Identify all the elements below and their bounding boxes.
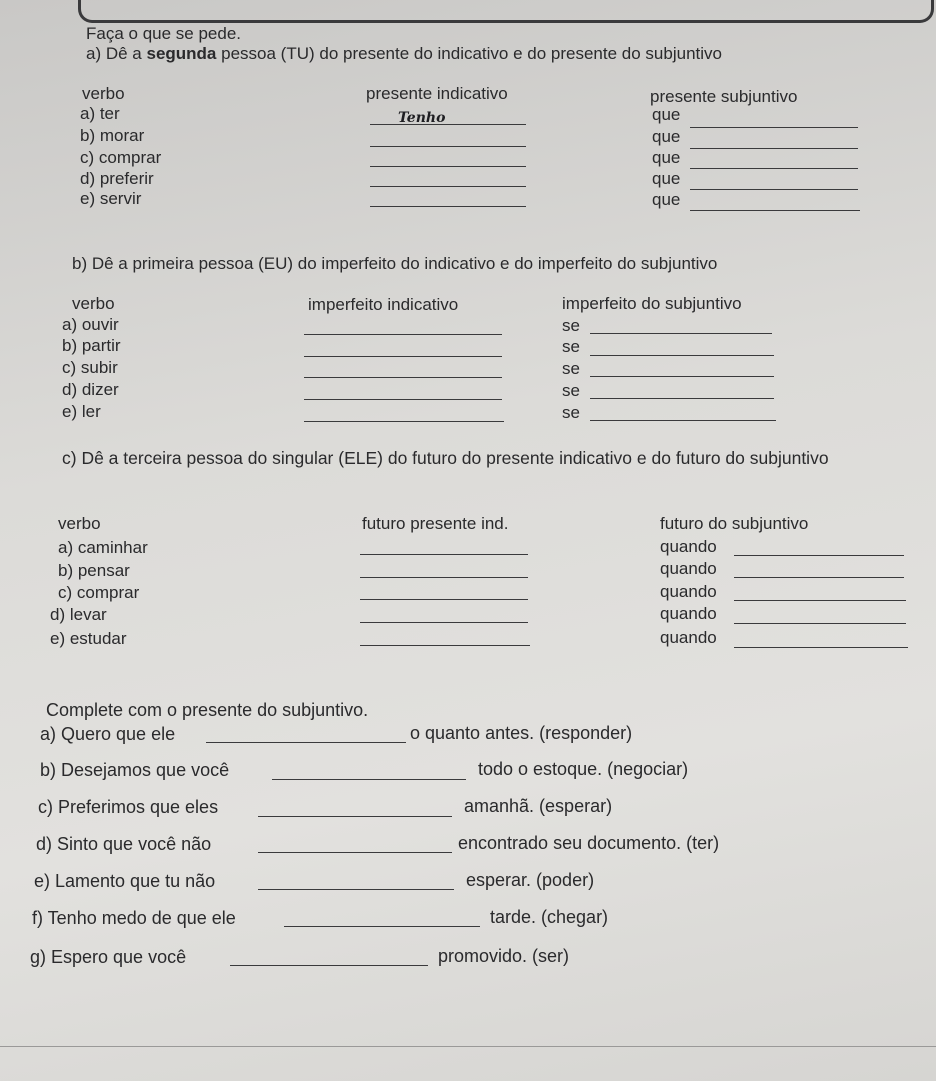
header-box bbox=[78, 0, 934, 23]
sentence-blank[interactable] bbox=[258, 816, 452, 817]
part-c-connector: quando bbox=[660, 604, 717, 623]
part-b-subjunctive-blank[interactable] bbox=[590, 398, 774, 399]
part-b-connector: se bbox=[562, 381, 580, 400]
part-a-verb: e) servir bbox=[80, 189, 142, 208]
part-b-subjunctive-blank[interactable] bbox=[590, 376, 774, 377]
part-c-subjunctive-blank[interactable] bbox=[734, 623, 906, 624]
part-b-verb: c) subir bbox=[62, 358, 118, 377]
sentence-prefix: d) Sinto que você não bbox=[36, 834, 212, 854]
part-a-indicative-blank[interactable] bbox=[370, 186, 526, 187]
part-b-subjunctive-blank[interactable] bbox=[590, 355, 774, 356]
part-a-prompt bbox=[86, 44, 722, 64]
part-a-connector: que bbox=[652, 148, 681, 167]
part-b-header-indicative: imperfeito indicativo bbox=[308, 295, 459, 314]
sentence-prefix: b) Desejamos que você bbox=[40, 760, 230, 780]
part-c-subjunctive-blank[interactable] bbox=[734, 555, 904, 556]
sentence-suffix: todo o estoque. (negociar) bbox=[478, 759, 689, 779]
part-b-indicative-blank[interactable] bbox=[304, 421, 504, 422]
part-b-verb: e) ler bbox=[62, 402, 101, 421]
part-a-subjunctive-blank[interactable] bbox=[690, 168, 858, 169]
part-c-connector: quando bbox=[660, 628, 717, 647]
part-b-prompt: b) Dê a primeira pessoa (EU) do imperfeito do indicativo e do imperfeito do subjuntivo bbox=[72, 254, 718, 273]
part-c-verb: a) caminhar bbox=[58, 538, 148, 557]
part-a-verb: c) comprar bbox=[80, 148, 162, 167]
part-a-indicative-blank[interactable] bbox=[370, 146, 526, 147]
sentence-suffix: promovido. (ser) bbox=[438, 946, 570, 966]
part-a-subjunctive-blank[interactable] bbox=[690, 210, 860, 211]
part-b-indicative-blank[interactable] bbox=[304, 334, 502, 335]
part-b-connector: se bbox=[562, 316, 580, 335]
part-b-verb: b) partir bbox=[62, 336, 121, 355]
part-c-connector: quando bbox=[660, 537, 717, 556]
part-b-connector: se bbox=[562, 403, 580, 422]
part-c-verb: b) pensar bbox=[58, 561, 130, 580]
sentence-suffix: o quanto antes. (responder) bbox=[410, 723, 633, 743]
part-a-prompt-post: pessoa (TU) do presente do indicativo e do presente do subjuntivo bbox=[216, 44, 722, 63]
sentence-suffix: tarde. (chegar) bbox=[490, 907, 609, 927]
part-b-header-verb: verbo bbox=[72, 294, 115, 313]
part-c-subjunctive-blank[interactable] bbox=[734, 600, 906, 601]
sentence-prefix: g) Espero que você bbox=[30, 947, 187, 967]
part-c-subjunctive-blank[interactable] bbox=[734, 577, 904, 578]
sentence-blank[interactable] bbox=[284, 926, 480, 927]
sentence-prefix: e) Lamento que tu não bbox=[34, 871, 216, 891]
part-a-verb: b) morar bbox=[80, 126, 145, 145]
part-a-subjunctive-blank[interactable] bbox=[690, 127, 858, 128]
part-c-indicative-blank[interactable] bbox=[360, 645, 530, 646]
part-b-header-subjunctive: imperfeito do subjuntivo bbox=[562, 294, 742, 313]
part-a-indicative-blank[interactable] bbox=[370, 124, 526, 125]
part-a-header-indicative: presente indicativo bbox=[366, 84, 508, 103]
part-b-verb: d) dizer bbox=[62, 380, 119, 399]
sentence-blank[interactable] bbox=[230, 965, 428, 966]
part-a-subjunctive-blank[interactable] bbox=[690, 189, 858, 190]
part-b-indicative-blank[interactable] bbox=[304, 399, 502, 400]
sentence-suffix: amanhã. (esperar) bbox=[464, 796, 613, 816]
part-c-indicative-blank[interactable] bbox=[360, 599, 528, 600]
handwritten-answer: Tenho bbox=[398, 110, 446, 126]
sentence-prefix: c) Preferimos que eles bbox=[38, 797, 219, 817]
part-a-verb: d) preferir bbox=[80, 169, 154, 188]
part-b-subjunctive-blank[interactable] bbox=[590, 333, 772, 334]
part-c-connector: quando bbox=[660, 559, 717, 578]
part-c-header-verb: verbo bbox=[58, 514, 101, 533]
part-b-verb: a) ouvir bbox=[62, 315, 119, 334]
exercise-2-title: Complete com o presente do subjuntivo. bbox=[46, 700, 369, 720]
part-a-prompt-pre: a) Dê a bbox=[86, 44, 147, 63]
part-c-verb: c) comprar bbox=[58, 583, 140, 602]
part-c-header-indicative: futuro presente ind. bbox=[362, 514, 509, 533]
part-a-header-verb: verbo bbox=[82, 84, 125, 103]
sentence-blank[interactable] bbox=[258, 852, 452, 853]
part-b-connector: se bbox=[562, 337, 580, 356]
instruction: Faça o que se pede. bbox=[86, 24, 242, 43]
part-b-indicative-blank[interactable] bbox=[304, 377, 502, 378]
part-a-indicative-blank[interactable] bbox=[370, 206, 526, 207]
part-a-subjunctive-blank[interactable] bbox=[690, 148, 858, 149]
sentence-suffix: esperar. (poder) bbox=[466, 870, 595, 890]
sentence-blank[interactable] bbox=[272, 779, 466, 780]
part-a-connector: que bbox=[652, 105, 681, 124]
sentence-prefix: f) Tenho medo de que ele bbox=[32, 908, 236, 928]
part-c-connector: quando bbox=[660, 582, 717, 601]
part-a-connector: que bbox=[652, 127, 681, 146]
page-bottom-edge bbox=[0, 1046, 936, 1047]
part-b-indicative-blank[interactable] bbox=[304, 356, 502, 357]
part-c-indicative-blank[interactable] bbox=[360, 554, 528, 555]
sentence-prefix: a) Quero que ele bbox=[40, 724, 176, 744]
part-a-indicative-blank[interactable] bbox=[370, 166, 526, 167]
part-c-verb: e) estudar bbox=[50, 629, 127, 648]
part-c-indicative-blank[interactable] bbox=[360, 622, 528, 623]
part-c-verb: d) levar bbox=[50, 605, 107, 624]
part-b-subjunctive-blank[interactable] bbox=[590, 420, 776, 421]
part-c-header-subjunctive: futuro do subjuntivo bbox=[660, 514, 809, 533]
sentence-blank[interactable] bbox=[206, 742, 406, 743]
part-a-prompt-bold: segunda bbox=[146, 44, 217, 63]
part-a-connector: que bbox=[652, 169, 681, 188]
part-c-prompt: c) Dê a terceira pessoa do singular (ELE) do futuro do presente indicativo e do futuro do subjuntivo bbox=[62, 448, 829, 468]
part-a-verb: a) ter bbox=[80, 104, 120, 123]
part-b-connector: se bbox=[562, 359, 580, 378]
part-c-subjunctive-blank[interactable] bbox=[734, 647, 908, 648]
part-a-connector: que bbox=[652, 190, 681, 209]
sentence-blank[interactable] bbox=[258, 889, 454, 890]
part-a-header-subjunctive: presente subjuntivo bbox=[650, 87, 798, 106]
part-c-indicative-blank[interactable] bbox=[360, 577, 528, 578]
sentence-suffix: encontrado seu documento. (ter) bbox=[458, 833, 720, 853]
